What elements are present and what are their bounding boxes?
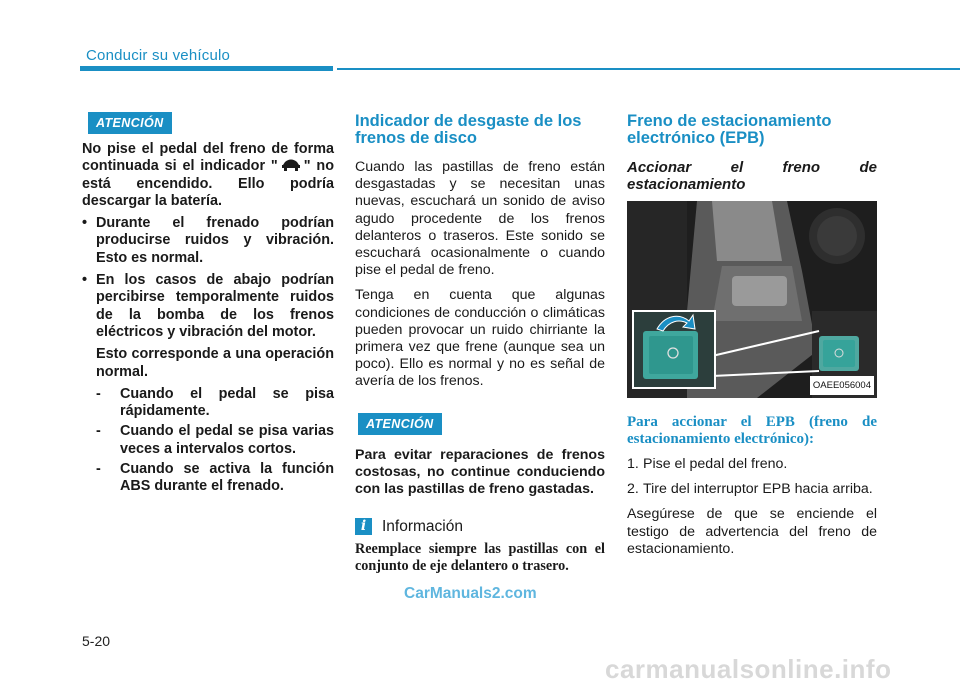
caution-intro-end: " no está encendido. Ello podría descargar la batería. xyxy=(82,158,335,209)
disc-wear-paragraph-2: Tenga en cuenta que algunas condiciones de conducción o climáticas pueden provocar un ruido chirriante la primera vez que frene (aunque sea un poco). Ello es normal y no es señal de avería de los frenos. xyxy=(355,287,605,390)
watermark-carmanualsonline: carmanualsonline.info xyxy=(605,654,892,684)
caution-note: Esto corresponde a una operación normal. xyxy=(96,346,334,380)
header-bar-thick xyxy=(80,66,333,71)
epb-step-2 xyxy=(627,481,877,498)
caution-dash-1: - Cuando el pedal se pisa rápidamente. xyxy=(96,386,334,421)
info-label: Información xyxy=(382,518,463,536)
epb-after-text: Asegúrese de que se enciende el testigo de advertencia del freno de estacionamiento. xyxy=(627,506,877,557)
epb-title: Freno de estacionamiento electrónico (EPB) xyxy=(627,112,832,147)
column-3 xyxy=(627,113,877,566)
header-bar-thin xyxy=(337,68,960,70)
info-header xyxy=(355,518,605,535)
epb-subtitle: Accionar el freno de estacionamiento xyxy=(627,159,877,193)
photo-code: OAEE056004 xyxy=(810,376,874,395)
info-icon: i xyxy=(355,518,372,535)
brake-pad-indicator-icon xyxy=(280,158,302,172)
caution-badge-1: ATENCIÓN xyxy=(88,112,172,134)
epb-step-1 xyxy=(627,456,877,473)
caution-bullet-1: • Durante el frenado podrían producirse ruidos y vibración. Esto es normal. xyxy=(82,215,334,267)
epb-step-2-text: Tire del interruptor EPB hacia arriba. xyxy=(643,481,873,498)
caution-bullet-2: • En los casos de abajo podrían percibirse temporalmente ruidos de la bomba de los frenos eléctricos y vibración del motor. xyxy=(82,272,334,341)
disc-wear-warning: Para evitar reparaciones de frenos costosas, no continue conduciendo con las pastillas de freno gastadas. xyxy=(355,446,605,498)
disc-wear-title: Indicador de desgaste de los frenos de disco xyxy=(355,112,582,147)
caution-dash-2: - Cuando el pedal se pisa varias veces a intervalos cortos. xyxy=(96,423,334,458)
epb-step-1-number: 1. xyxy=(627,456,639,472)
caution-intro xyxy=(82,141,334,210)
page-number: 5-20 xyxy=(82,633,111,649)
watermark-carmanuals2: CarManuals2.com xyxy=(404,585,537,602)
epb-step-2-number: 2. xyxy=(627,481,639,498)
column-2 xyxy=(355,113,605,583)
caution-badge-2: ATENCIÓN xyxy=(358,413,442,435)
info-text: Reemplace siempre las pastillas con el conjunto de eje delantero o trasero. xyxy=(355,541,605,575)
epb-apply-title: Para accionar el EPB (freno de estacionamiento electrónico): xyxy=(627,414,877,447)
column-1 xyxy=(82,141,334,499)
epb-photo xyxy=(627,201,877,398)
caution-intro-start: No pise el pedal del freno de forma continuada si el indicador " xyxy=(82,141,334,175)
section-title: Conducir su vehículo xyxy=(86,47,231,64)
caution-dash-3: - Cuando se activa la función ABS durante el frenado. xyxy=(96,461,334,496)
epb-step-1-text: Pise el pedal del freno. xyxy=(643,456,788,472)
disc-wear-paragraph-1: Cuando las pastillas de freno están desgastadas y se necesitan unas nuevas, escuchará un sonido de aviso agudo procedente de los frenos delanteros o traseros. Este sonido se escuchará ocasionalmente o cuando pise el pedal de freno. xyxy=(355,159,605,279)
